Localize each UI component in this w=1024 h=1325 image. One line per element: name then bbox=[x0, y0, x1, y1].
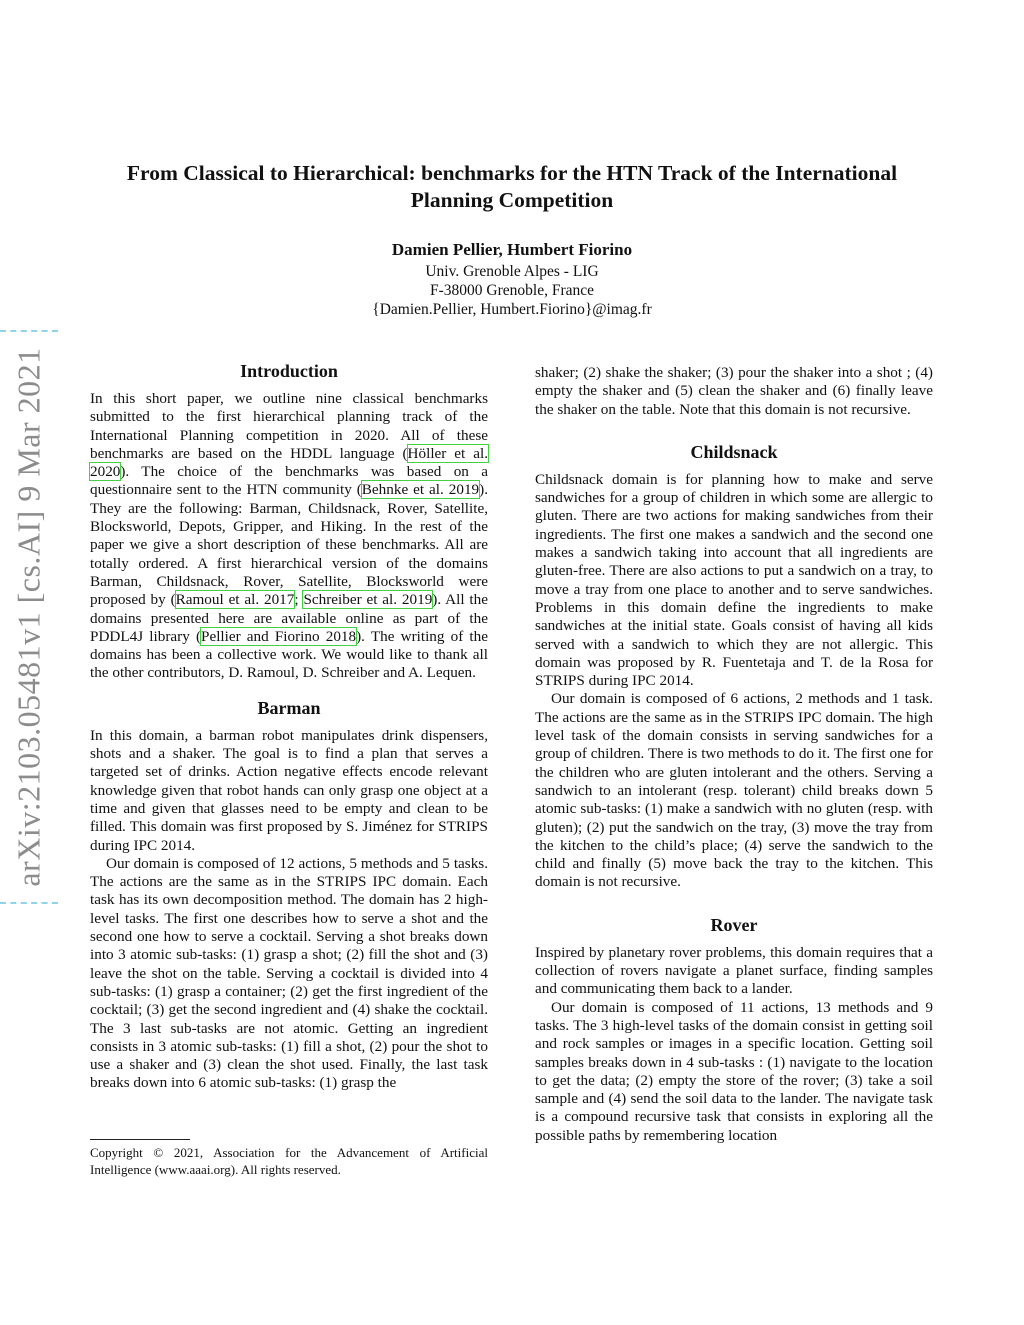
introduction-paragraph bbox=[90, 390, 488, 683]
section-heading-childsnack: Childsnack bbox=[690, 441, 778, 462]
citation-link[interactable]: Höller et al. 2020 bbox=[90, 444, 488, 481]
author-email: {Damien.Pellier, Humbert.Fiorino}@imag.fr bbox=[372, 301, 652, 318]
author-address: F-38000 Grenoble, France bbox=[430, 282, 594, 299]
rover-paragraph-2: Our domain is composed of 11 actions, 13 methods and 9 tasks. The 3 high-level tasks of the domain consist in getting soil and rock samples or images in a specific location. Getting soil samples breaks down in 4 sub-tasks : (1) navigate to the location to get the data; (2) empty the store of the rover; (3) take a soil sample and (4) send the soil data to the lander. The navigate task is a compound recursive task that consists in exploring all the possible paths by remembering location bbox=[535, 998, 933, 1144]
arxiv-identifier: arXiv:2103.05481v1 [cs.AI] 9 Mar 2021 bbox=[10, 347, 47, 887]
author-affiliation: Univ. Grenoble Alpes - LIG bbox=[425, 263, 599, 280]
barman-paragraph-2: Our domain is composed of 12 actions, 5 methods and 5 tasks. The actions are the same as in the STRIPS IPC domain. Each task has its own decomposition method. The domain has 2 high-level tasks. The first one describes how to serve a shot and the second one how to serve a cocktail. Serving a shot breaks down into 3 atomic sub-tasks: (1) grasp a shot; (2) fill the shot and (3) leave the shot on the table. Serving a cocktail is divided into 4 sub-tasks: (1) grasp a container; (2) get the first ingredient of the cocktail; (3) get the second ingredient and (4) shake the cocktail. The 3 last sub-tasks are not atomic. Getting an ingredient consists in 3 atomic sub-tasks: (1) fill a shot, (2) pour the shot to use a shaker and (3) clean the shot used. Finally, the last task breaks down into 6 atomic sub-tasks: (1) grasp the bbox=[90, 854, 488, 1092]
intro-text-4: ). All the domains presented here are available online as part of the PDDL4J library ( bbox=[90, 591, 488, 645]
citation-separator: ; bbox=[294, 591, 304, 609]
intro-text-3: ). They are the following: Barman, Childsnack, Rover, Satellite, Blocksworld, Depots, Gripper, and Hiking. In the rest of the paper we give a short description of these benchmarks. All are totally ordered. A first hierarchical version of the domains Barman, Childsnack, Rover, Satellite, Blocksworld were proposed by ( bbox=[90, 481, 488, 609]
intro-text-2: ). The choice of the benchmarks was based on a questionnaire sent to the HTN community ( bbox=[90, 463, 488, 499]
intro-text-1: In this short paper, we outline nine classical benchmarks submitted to the first hierarchical planning track of the International Planning competition in 2020. All of these benchmarks are based on the HDDL language ( bbox=[90, 390, 488, 462]
paper-title: From Classical to Hierarchical: benchmarks for the HTN Track of the International Planning Competition bbox=[126, 161, 898, 212]
section-heading-rover: Rover bbox=[710, 914, 758, 935]
barman-paragraph-1: In this domain, a barman robot manipulates drink dispensers, shots and a shaker. The goal is to find a plan that serves a targeted set of drinks. Action negative effects encode relevant knowledge given that robot hands can only grasp one object at a time and given that glasses need to be empty and clean to be filled. This domain was first proposed by S. Jiménez for STRIPS during IPC 2014. bbox=[90, 726, 488, 854]
childsnack-paragraph-1: Childsnack domain is for planning how to make and serve sandwiches for a group of children in which some are allergic to gluten. There are two actions for making sandwiches from their ingredients. The first one makes a sandwich and the second one makes a sandwich taking into account that all ingredients are gluten-free. There are also actions to put a sandwich on a tray, to move a tray from one place to another and to serve sandwiches. Problems in this domain define the ingredients to make sandwiches at the initial state. Goals consist of having all kids served with a sandwich to which they are not allergic. This domain was proposed by R. Fuentetaja and T. de la Rosa for STRIPS during IPC 2014. bbox=[535, 470, 933, 690]
section-heading-barman: Barman bbox=[257, 697, 321, 718]
citation-link[interactable]: Pellier and Fiorino 2018 bbox=[201, 627, 357, 645]
rover-paragraph-1: Inspired by planetary rover problems, this domain requires that a collection of rovers navigate a planet surface, finding samples and communicating them back to a lander. bbox=[535, 943, 933, 998]
author-names: Damien Pellier, Humbert Fiorino bbox=[391, 240, 633, 259]
left-column bbox=[90, 360, 488, 1093]
citation-link[interactable]: Behnke et al. 2019 bbox=[361, 481, 480, 499]
arxiv-stamp bbox=[0, 330, 58, 904]
citation-link[interactable]: Schreiber et al. 2019 bbox=[303, 591, 433, 609]
citation-link[interactable]: Ramoul et al. 2017 bbox=[175, 591, 295, 609]
copyright-footnote: Copyright © 2021, Association for the Advancement of Artificial Intelligence (www.aaai.org). All rights reserved. bbox=[90, 1145, 488, 1177]
intro-text-5: ). The writing of the domains has been a collective work. We would like to thank all the other contributors, D. Ramoul, D. Schreiber and A. Lequen. bbox=[90, 627, 488, 682]
section-heading-introduction: Introduction bbox=[240, 361, 338, 381]
barman-paragraph-continued: shaker; (2) shake the shaker; (3) pour the shaker into a shot ; (4) empty the shaker and (5) clean the shaker and (6) finally leave the shaker on the table. Note that this domain is not recursive. bbox=[535, 364, 933, 418]
footnote-rule bbox=[90, 1139, 190, 1140]
childsnack-paragraph-2: Our domain is composed of 6 actions, 2 methods and 1 task. The actions are the same as in the STRIPS IPC domain. The high level task of the domain consists in serving sandwiches for a group of children. There is two methods to do it. The first one for the children who are gluten intolerant and the others. Serving a sandwich to an intolerant (resp. tolerant) child breaks down 5 atomic sub-tasks: (1) make a sandwich with no gluten (resp. with gluten); (2) put the sandwich on the tray, (3) move the tray from the kitchen to the child’s place; (4) serve the sandwich to the child and finally (5) move back the tray to the kitchen. This domain is not recursive. bbox=[535, 690, 933, 891]
author-block bbox=[100, 238, 924, 319]
right-column bbox=[535, 364, 933, 1145]
